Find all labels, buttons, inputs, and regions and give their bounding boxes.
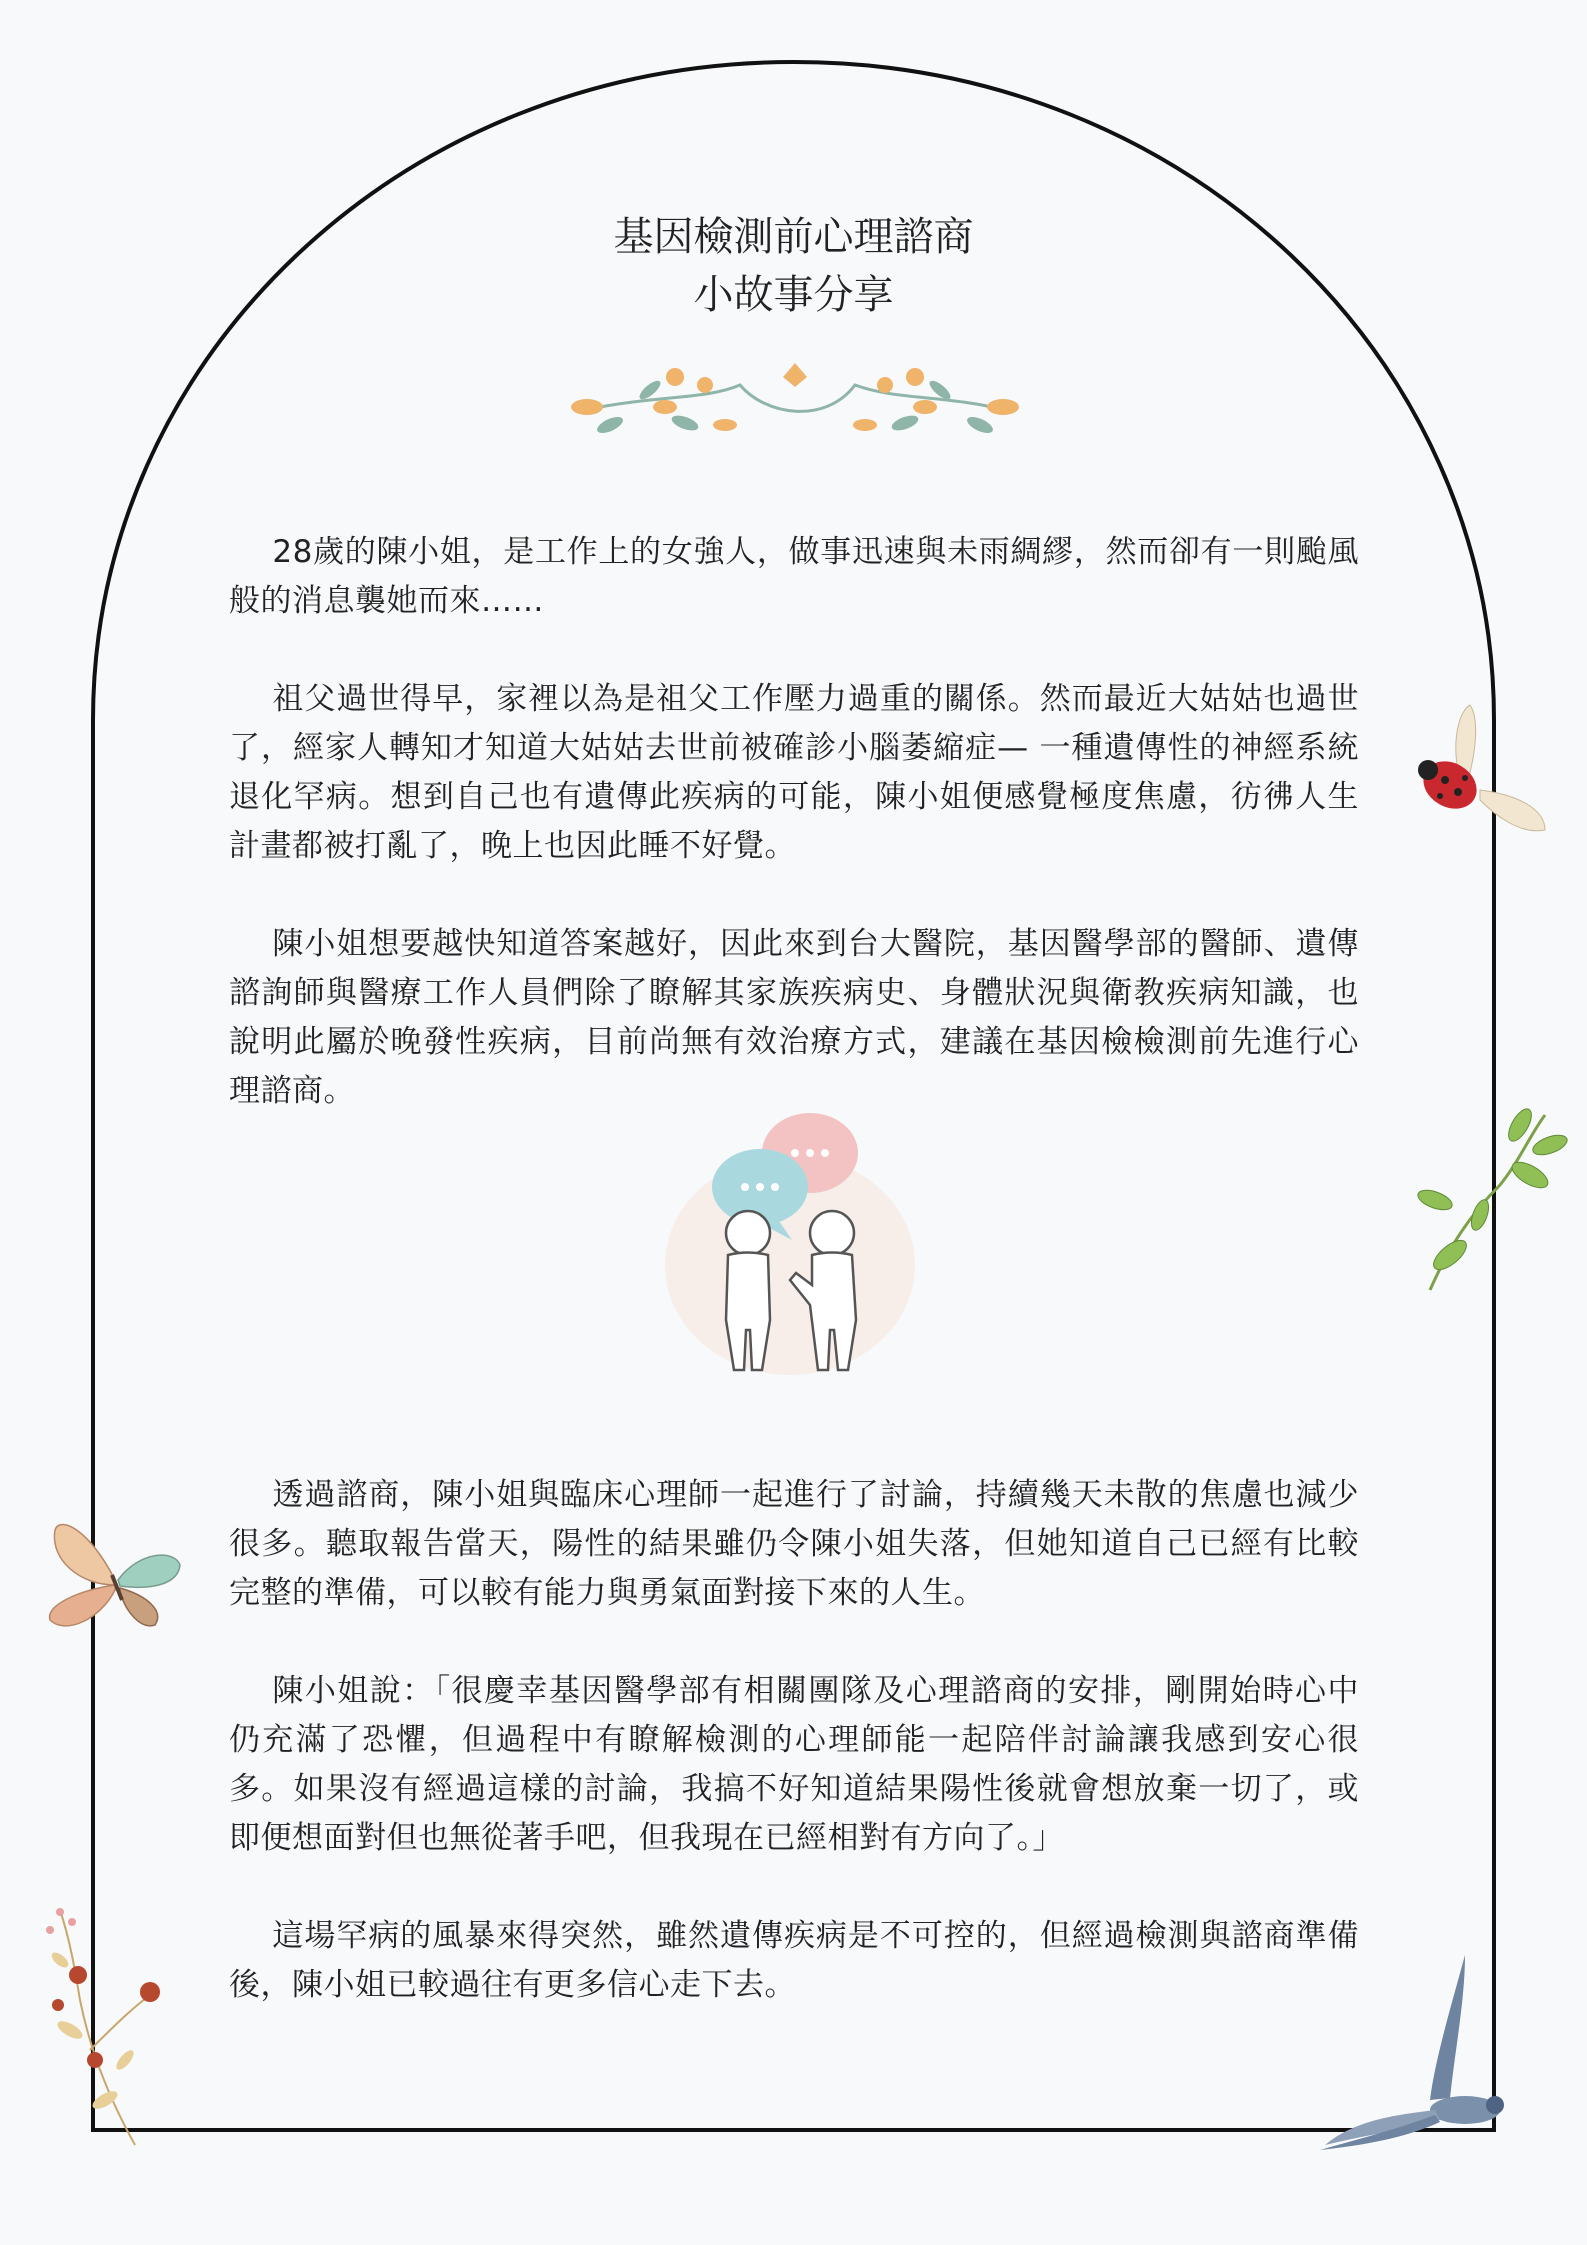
title-line-1: 基因檢測前心理諮商 bbox=[613, 214, 974, 260]
ladybug-icon bbox=[1410, 700, 1550, 850]
paragraph-6: 這場罕病的風暴來得突然，雖然遺傳疾病是不可控的，但經過檢測與諮商準備後，陳小姐已較過往有更多信心走下去。 bbox=[229, 1918, 1359, 2003]
vine-icon bbox=[1410, 1105, 1570, 1295]
swallow-bird-icon bbox=[1315, 1950, 1525, 2155]
page-title bbox=[0, 208, 1587, 324]
title-line-2: 小故事分享 bbox=[693, 272, 894, 318]
two-people-chat-illustration bbox=[650, 1105, 930, 1390]
paragraph-1: 28歲的陳小姐，是工作上的女強人，做事迅速與未雨綢繆，然而卻有一則颱風般的消息襲她而來…… bbox=[229, 534, 1359, 619]
flower-branch-icon bbox=[30, 1900, 170, 2150]
paragraph-2: 祖父過世得早，家裡以為是祖父工作壓力過重的關係。然而最近大姑姑也過世了，經家人轉知才知道大姑姑去世前被確診小腦萎縮症— 一種遺傳性的神經系統退化罕病。想到自己也有遺傳此疾病的可能，陳小姐便感覺極度焦慮，彷彿人生計畫都被打亂了，晚上也因此睡不好覺。 bbox=[229, 681, 1359, 864]
paragraph-5: 陳小姐說：「很慶幸基因醫學部有相關團隊及心理諮商的安排，剛開始時心中仍充滿了恐懼，但過程中有瞭解檢測的心理師能一起陪伴討論讓我感到安心很多。如果沒有經過這樣的討論，我搞不好知道結果陽性後就會想放棄一切了，或即便想面對但也無從著手吧，但我現在已經相對有方向了。」 bbox=[229, 1673, 1359, 1856]
floral-divider-icon bbox=[565, 355, 1025, 440]
butterfly-icon bbox=[40, 1510, 185, 1640]
paragraph-3: 陳小姐想要越快知道答案越好，因此來到台大醫院，基因醫學部的醫師、遺傳諮詢師與醫療工作人員們除了瞭解其家族疾病史、身體狀況與衛教疾病知識，也說明此屬於晚發性疾病，目前尚無有效治療方式，建議在基因檢檢測前先進行心理諮商。 bbox=[229, 926, 1359, 1109]
paragraph-4: 透過諮商，陳小姐與臨床心理師一起進行了討論，持續幾天未散的焦慮也減少很多。聽取報告當天，陽性的結果雖仍令陳小姐失落，但她知道自己已經有比較完整的準備，可以較有能力與勇氣面對接下來的人生。 bbox=[229, 1477, 1359, 1611]
